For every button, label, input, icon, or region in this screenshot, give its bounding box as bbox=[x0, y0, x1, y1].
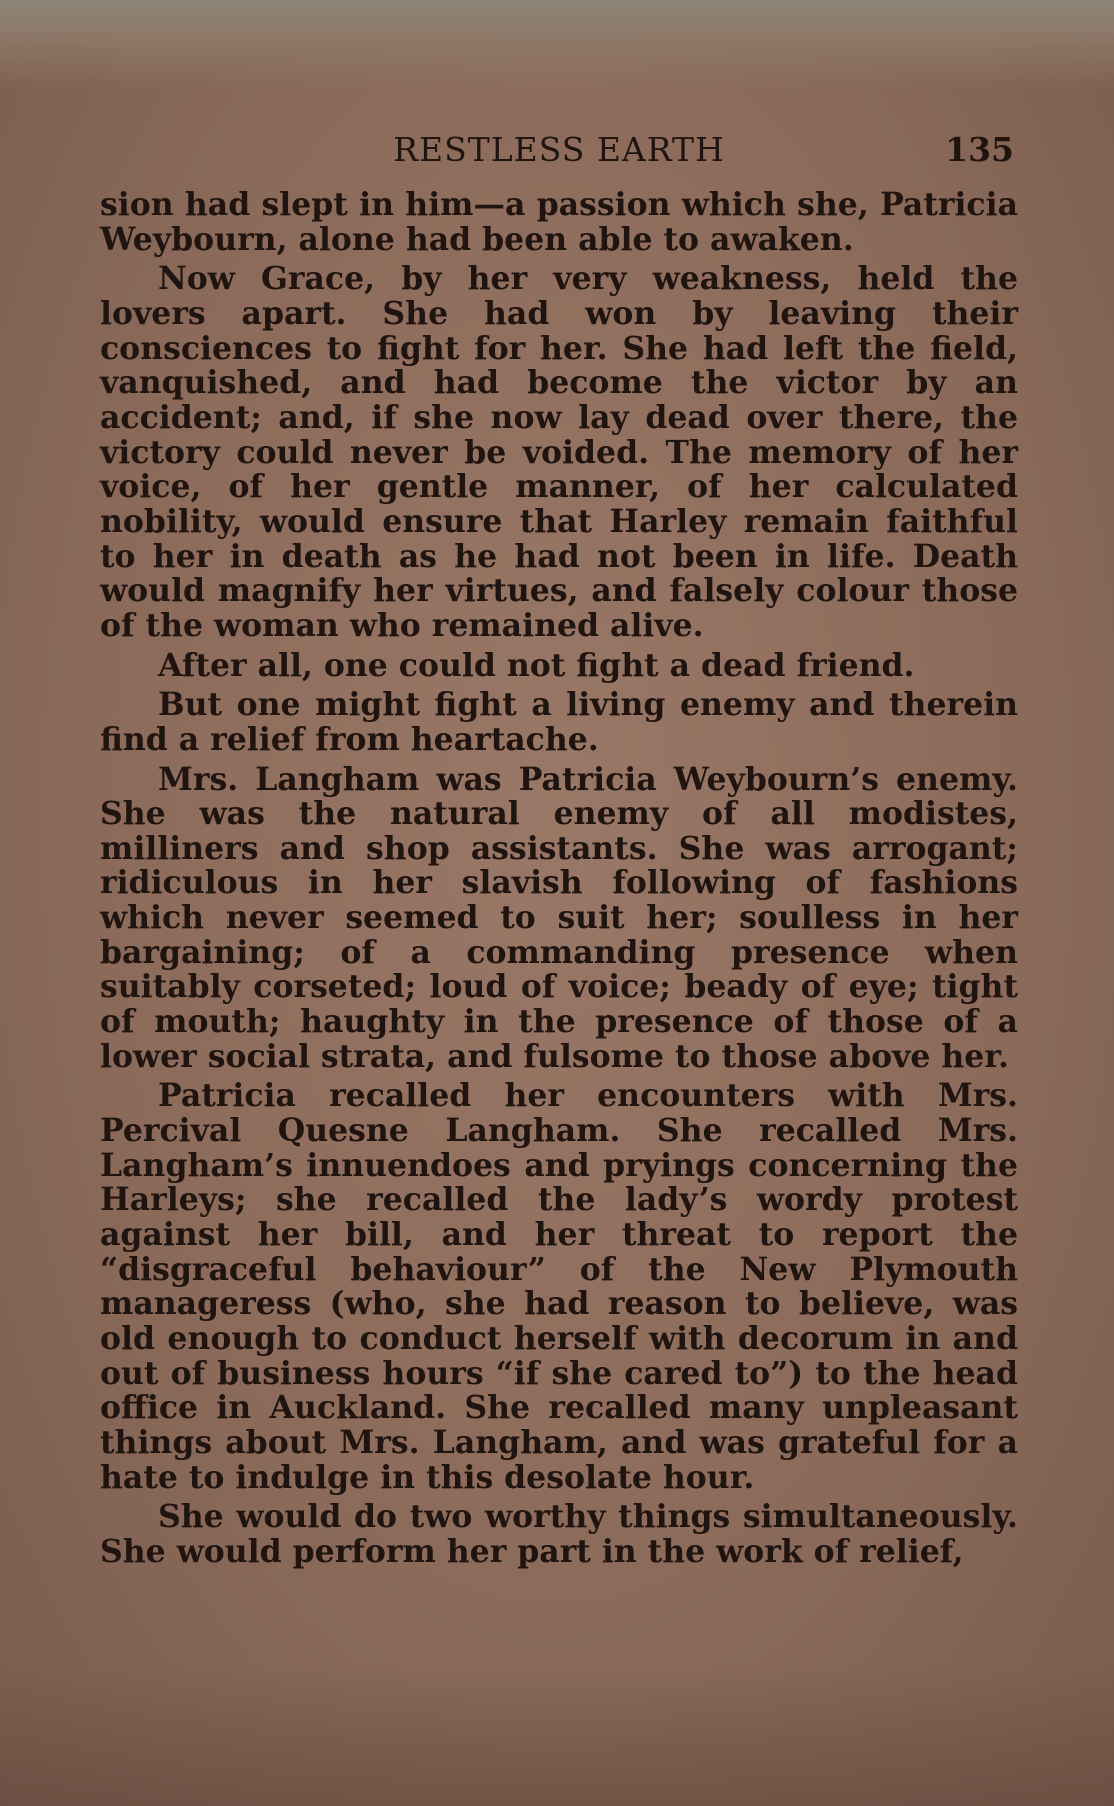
page-header bbox=[100, 128, 1018, 172]
paragraph: sion had slept in him—a passion which she, Patricia Weybourn, alone had been able to awaken. bbox=[100, 186, 1018, 258]
paragraph: Mrs. Langham was Patricia Weybourn’s enemy. She was the natural enemy of all modistes, milliners and shop assistants. She was arrogant; ridiculous in her slavish following of fashions which never seemed to suit her; soulless in her bargaining; of a commanding presence when suitably corseted; loud of voice; beady of eye; tight of mouth; haughty in the presence of those of a lower social strata, and fulsome to those above her. bbox=[100, 760, 1018, 1075]
body-text bbox=[100, 188, 1018, 1575]
page-number: 135 bbox=[945, 130, 1014, 169]
paragraph: Now Grace, by her very weakness, held the lovers apart. She had won by leaving their consciences to fight for her. She had left the field, vanquished, and had become the victor by an accident; and, if she now lay dead over there, the victory could never be voided. The memory of her voice, of her gentle manner, of her calculated nobility, would ensure that Harley remain faithful to her in death as he had not been in life. Death would magnify her virtues, and falsely colour those of the woman who remained alive. bbox=[100, 260, 1018, 644]
paragraph: After all, one could not fight a dead friend. bbox=[158, 646, 915, 684]
paragraph: Patricia recalled her encounters with Mrs. Percival Quesne Langham. She recalled Mrs. Langham’s innuendoes and pryings concerning the Harleys; she recalled the lady’s wordy protest against her bill, and her threat to report the “disgraceful behaviour” of the New Plymouth manageress (who, she had reason to believe, was old enough to conduct herself with decorum in and out of business hours “if she cared to”) to the head office in Auckland. She recalled many unpleasant things about Mrs. Langham, and was grateful for a hate to indulge in this desolate hour. bbox=[100, 1077, 1018, 1496]
paragraph: She would do two worthy things simultaneously. She would perform her part in the work of relief, bbox=[100, 1498, 1018, 1570]
running-title: RESTLESS EARTH bbox=[393, 130, 725, 169]
paragraph: But one might fight a living enemy and therein find a relief from heartache. bbox=[100, 686, 1018, 758]
